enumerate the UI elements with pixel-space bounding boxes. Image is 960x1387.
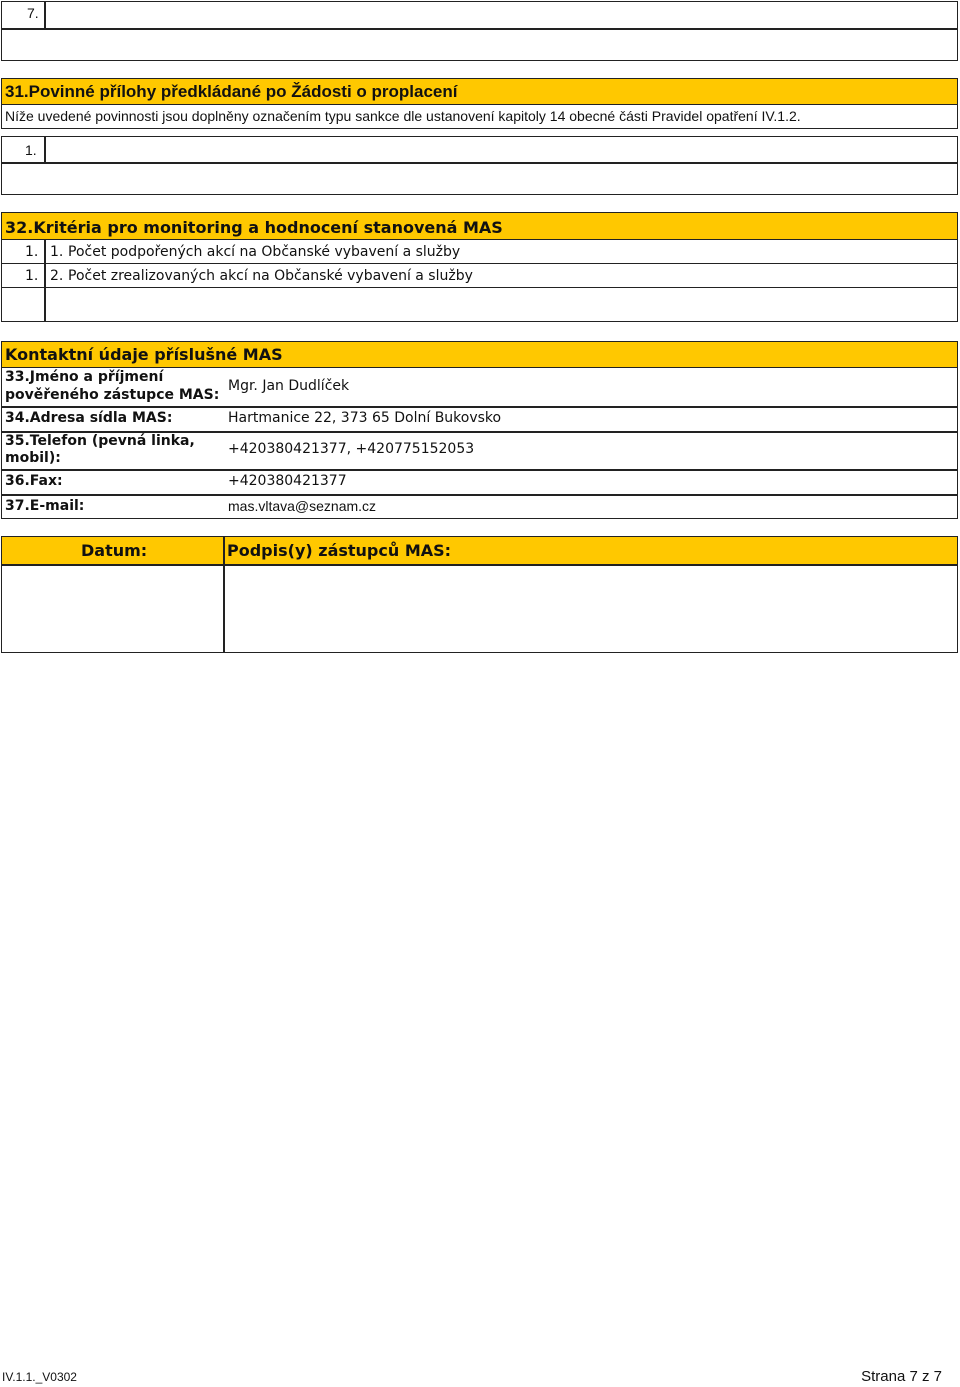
contact-table [1, 367, 958, 519]
footer-page-number: Strana 7 z 7 [861, 1368, 942, 1385]
row-7-number: 7. [27, 5, 39, 21]
attachment-1-detail[interactable] [2, 164, 957, 194]
date-field[interactable] [2, 566, 222, 652]
criteria-row-1 [1, 239, 958, 265]
contact-title: Kontaktní údaje příslušné MAS [5, 345, 283, 364]
criteria-row-1-subnumber: 1. [50, 244, 64, 260]
date-label: Datum: [81, 541, 148, 560]
contact-header [1, 341, 958, 368]
row-7-block [1, 1, 958, 61]
footer-version: IV.1.1._V0302 [2, 1370, 77, 1384]
signature-table [1, 536, 958, 653]
section-32-header [1, 212, 958, 240]
fax-label: 36.Fax: [5, 473, 63, 489]
address-label: 34.Adresa sídla MAS: [5, 410, 173, 426]
section-31-attachment-block [1, 136, 958, 195]
signature-label: Podpis(y) zástupců MAS: [227, 541, 452, 560]
section-31-header [1, 78, 958, 105]
row-7-input[interactable] [46, 2, 957, 28]
row-7-detail[interactable] [2, 30, 957, 60]
address-value: Hartmanice 22, 373 65 Dolní Bukovsko [228, 410, 502, 426]
criteria-row-1-number: 1. [25, 244, 39, 260]
attachment-1-input[interactable] [46, 137, 957, 162]
attachment-1-number: 1. [25, 142, 37, 158]
section-31-note-row [1, 104, 958, 129]
email-label: 37.E-mail: [5, 498, 85, 514]
phone-value: +420380421377, +420775152053 [228, 441, 475, 457]
section-31-title: 31.Povinné přílohy předkládané po Žádosti o proplacení [5, 82, 458, 101]
name-label-line-2: pověřeného zástupce MAS: [5, 387, 220, 403]
email-value[interactable]: mas.vltava@seznam.cz [228, 498, 377, 514]
criteria-row-2-text: Počet zrealizovaných akcí na Občanské vybavení a služby [68, 268, 473, 284]
phone-label-line-1: 35.Telefon (pevná linka, [5, 433, 195, 449]
signature-field[interactable] [225, 566, 957, 652]
criteria-empty-block[interactable] [1, 287, 958, 322]
fax-value: +420380421377 [228, 473, 347, 489]
criteria-row-1-text: Počet podpořených akcí na Občanské vybavení a služby [68, 244, 461, 260]
section-32-title: 32.Kritéria pro monitoring a hodnocení stanovená MAS [5, 218, 503, 237]
name-value: Mgr. Jan Dudlíček [228, 378, 350, 394]
phone-label-line-2: mobil): [5, 450, 61, 466]
criteria-row-2 [1, 263, 958, 289]
criteria-row-2-number: 1. [25, 268, 39, 284]
name-label-line-1: 33.Jméno a příjmení [5, 369, 164, 385]
criteria-row-2-subnumber: 2. [50, 268, 64, 284]
section-31-note: Níže uvedené povinnosti jsou doplněny označením typu sankce dle ustanovení kapitoly 14 obecné části Pravidel opatření IV.1.2. [5, 108, 801, 124]
